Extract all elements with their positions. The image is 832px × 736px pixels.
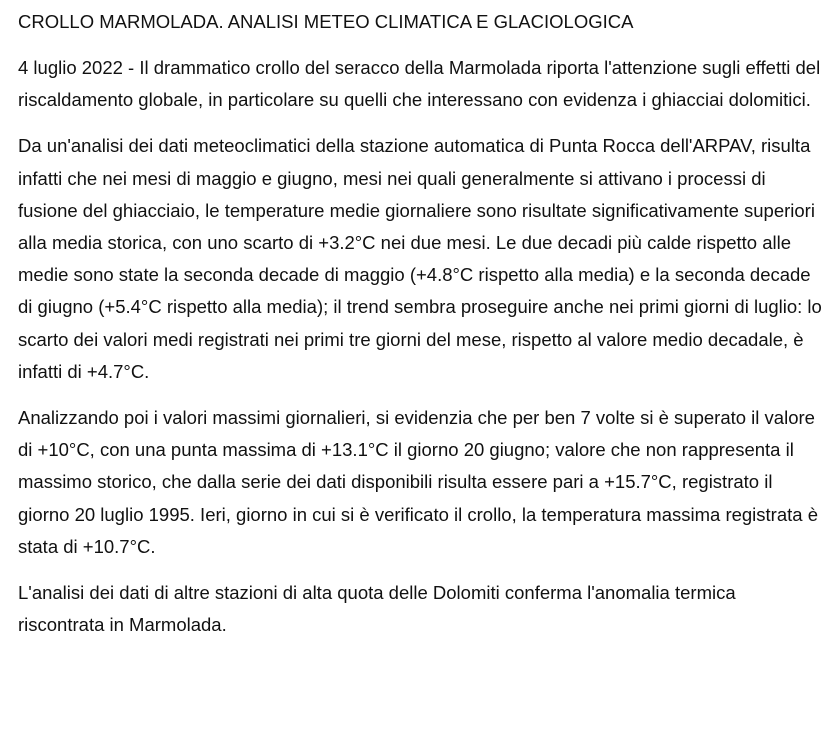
paragraph-maximum-values: Analizzando poi i valori massimi giornalieri, si evidenzia che per ben 7 volte si è superato il valore di +10°C, con una punta massima di +13.1°C il giorno 20 giugno; valore che non rappresenta il massimo storico, che dalla serie dei dati disponibili risulta essere pari a +15.7°C, registrato il giorno 20 luglio 1995. Ieri, giorno in cui si è verificato il crollo, la temperatura massima registrata è stata di +10.7°C. xyxy=(18,407,818,557)
paragraph-analysis: Da un'analisi dei dati meteoclimatici della stazione automatica di Punta Rocca dell'ARPAV, risulta infatti che nei mesi di maggio e giugno, mesi nei quali generalmente si attivano i processi di fusione del ghiacciaio, le temperature medie giornaliere sono risultate significativamente superiori alla media storica, con uno scarto di +3.2°C nei due mesi. Le due decadi più calde rispetto alle medie sono state la seconda decade di maggio (+4.8°C rispetto alla media) e la seconda decade di giugno (+5.4°C rispetto alla media); il trend sembra proseguire anche nei primi giorni di luglio: lo scarto dei valori medi registrati nei primi tre giorni del mese, rispetto al valore medio decadale, è infatti di +4.7°C. xyxy=(18,135,822,382)
paragraph-conclusion: L'analisi dei dati di altre stazioni di alta quota delle Dolomiti conferma l'anomalia termica riscontrata in Marmolada. xyxy=(18,582,736,636)
paragraph-intro: 4 luglio 2022 - Il drammatico crollo del seracco della Marmolada riporta l'attenzione sugli effetti del riscaldamento globale, in particolare su quelli che interessano con evidenza i ghiacciai dolomitici. xyxy=(18,57,821,111)
article-title: CROLLO MARMOLADA. ANALISI METEO CLIMATICA E GLACIOLOGICA xyxy=(18,11,634,32)
